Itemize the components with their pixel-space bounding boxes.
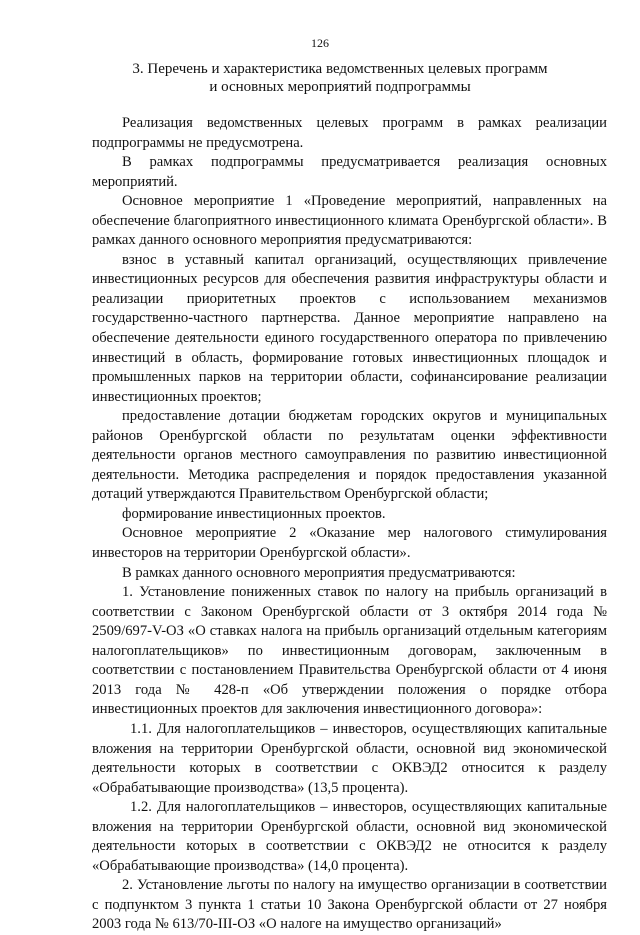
paragraph: 1.2. Для налогоплательщиков – инвесторов, осуществляющих капитальные вложения на территории Оренбургской области, основной вид экономической деятельности которых в соответствии с ОКВЭД2 не относится к разделу «Обрабатывающие производства» (14,0 процента). xyxy=(92,799,607,874)
paragraph: формирование инвестиционных проектов. xyxy=(122,505,386,522)
paragraph: Основное мероприятие 2 «Оказание мер налогового стимулирования инвесторов на территории Оренбургской области». xyxy=(92,525,607,562)
paragraph: предоставление дотации бюджетам городских округов и муниципальных районов Оренбургской области по результатам оценки эффективности деятельности органов местного самоуправления по развитию инвестиционной деятельности. Методика распределения и порядок предоставления указанной дотаций утверждаются Правительством Оренбургской области; xyxy=(92,408,607,503)
paragraph: Реализация ведомственных целевых программ в рамках реализации подпрограммы не предусмотрена. xyxy=(92,115,607,151)
page-number: 126 xyxy=(311,36,329,50)
paragraph: В рамках данного основного мероприятия предусматриваются: xyxy=(122,564,516,581)
paragraph: 2. Установление льготы по налогу на имущество организации в соответствии с подпунктом 3 пункта 1 статьи 10 Закона Оренбургской области от 27 ноября 2003 года № 613/70-III-ОЗ «О налоге на имущество организаций» xyxy=(92,877,607,933)
document-body xyxy=(92,114,607,935)
paragraph: Основное мероприятие 1 «Проведение мероприятий, направленных на обеспечение благоприятного инвестиционного климата Оренбургской области». В рамках данного основного мероприятия предусматриваются: xyxy=(92,193,607,249)
paragraph: 1. Установление пониженных ставок по налогу на прибыль организаций в соответствии с Законом Оренбургской области от 3 октября 2014 года № 2509/697-V-ОЗ «О ставках налога на прибыль организаций отдельным категориям налогоплательщиков» по инвестиционным договорам, заключенным в соответствии с постановлением Правительства Оренбургской области от 4 июня 2013 года № 428-п «Об утверждении положения о порядке отбора инвестиционных проектов для заключения инвестиционного договора»: xyxy=(92,584,607,718)
paragraph: В рамках подпрограммы предусматривается реализация основных мероприятий. xyxy=(92,154,607,190)
section-heading xyxy=(70,60,610,96)
paragraph: 1.1. Для налогоплательщиков – инвесторов, осуществляющих капитальные вложения на территории Оренбургской области, основной вид экономической деятельности которых в соответствии с ОКВЭД2 относится к разделу «Обрабатывающие производства» (13,5 процента). xyxy=(92,720,607,796)
paragraph: взнос в уставный капитал организаций, осуществляющих привлечение инвестиционных ресурсов для обеспечения развития инфраструктуры области и реализации приоритетных проектов с использованием механизмов государственно-частного партнерства. Данное мероприятие направлено на обеспечение деятельности единого государственного оператора по привлечению инвестиций в область, формирование готовых инвестиционных площадок и промышленных парков на территории области, софинансирование реализации инвестиционных проектов; xyxy=(92,251,607,405)
section-heading-line-2: и основных мероприятий подпрограммы xyxy=(209,79,471,95)
section-heading-line-1: 3. Перечень и характеристика ведомственных целевых программ xyxy=(132,61,548,77)
